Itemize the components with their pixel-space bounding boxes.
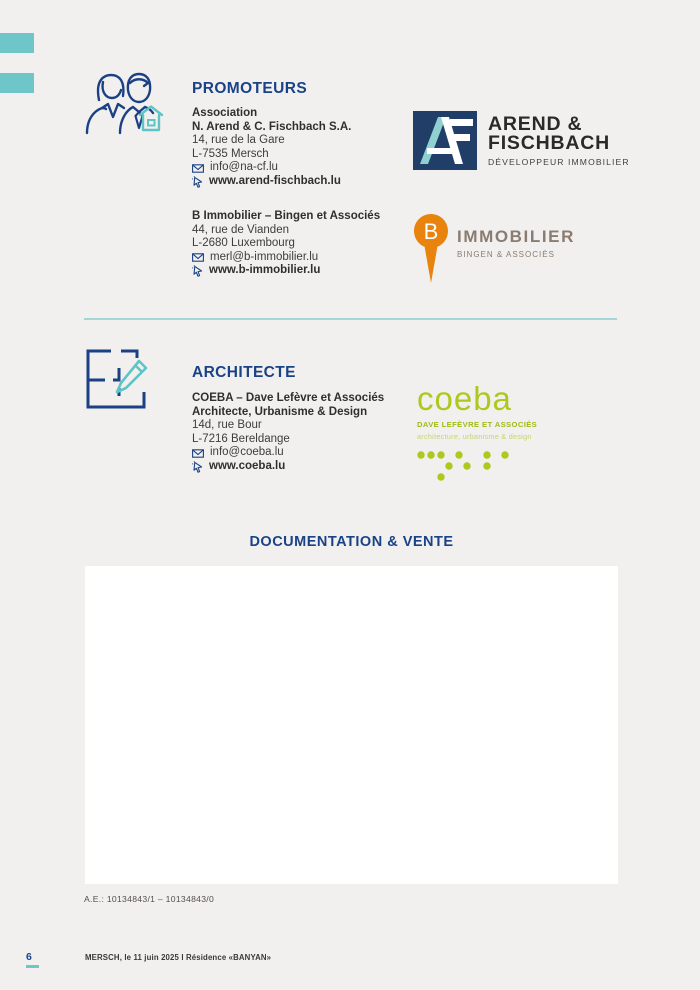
company-name-line: COEBA – Dave Lefèvre et Associés xyxy=(192,392,385,404)
promoters-heading: PROMOTEURS xyxy=(192,80,308,97)
company-name-line: Association xyxy=(192,107,258,119)
footer-text: MERSCH, le 11 juin 2025 I Résidence «BANYAN» xyxy=(85,953,272,962)
promoters-people-icon xyxy=(84,70,166,141)
b-immobilier-logo-text xyxy=(457,227,575,259)
company-city: L-2680 Luxembourg xyxy=(192,237,295,250)
company-city: L-7216 Bereldange xyxy=(192,432,290,445)
teal-accent-bar-top xyxy=(0,33,34,53)
floorplan-pencil-icon xyxy=(85,348,151,415)
logo-tagline: architecture, urbanisme & design xyxy=(417,432,532,441)
company-name-line: B Immobilier – Bingen et Associés xyxy=(192,210,381,222)
logo-tagline: BINGEN & ASSOCIÉS xyxy=(457,250,555,259)
arend-fischbach-logo-text xyxy=(488,115,630,167)
logo-tagline: DÉVELOPPEUR IMMOBILIER xyxy=(488,157,630,167)
logo-monogram: B xyxy=(423,219,439,244)
company-website[interactable]: www.arend-fischbach.lu xyxy=(209,174,341,187)
cursor-icon xyxy=(192,265,203,277)
section-divider xyxy=(84,318,617,320)
company-website[interactable]: www.b-immobilier.lu xyxy=(209,264,321,277)
teal-accent-bar-bottom xyxy=(0,73,34,93)
email-icon xyxy=(192,449,204,458)
company-email[interactable]: info@na-cf.lu xyxy=(210,161,278,174)
page-number-underline xyxy=(26,965,39,968)
email-icon xyxy=(192,164,204,173)
company-website[interactable]: www.coeba.lu xyxy=(209,459,286,472)
logo-wordmark-line: FISCHBACH xyxy=(488,131,611,154)
logo-wordmark: coeba xyxy=(417,380,512,417)
company-coeba-contact xyxy=(192,392,432,474)
coeba-dots-pattern xyxy=(417,449,513,483)
architect-heading: ARCHITECTE xyxy=(192,364,296,381)
company-name-line: Architecte, Urbanisme & Design xyxy=(192,405,368,418)
documentation-heading: DOCUMENTATION & VENTE xyxy=(249,534,454,550)
coeba-logo xyxy=(417,380,538,488)
company-arend-fischbach-contact xyxy=(192,107,432,189)
b-immobilier-logo-pin xyxy=(414,214,448,288)
logo-wordmark-line: IMMOBILIER xyxy=(457,227,575,246)
arend-fischbach-logo-mark xyxy=(413,111,477,175)
logo-subtitle: DAVE LEFÈVRE ET ASSOCIÉS xyxy=(417,420,538,429)
company-street: 14d, rue Bour xyxy=(192,419,262,432)
company-name-line: N. Arend & C. Fischbach S.A. xyxy=(192,120,352,133)
cursor-icon xyxy=(192,461,203,473)
email-icon xyxy=(192,253,204,262)
documentation-placeholder-box xyxy=(85,566,618,884)
company-email[interactable]: info@coeba.lu xyxy=(210,446,284,459)
company-street: 44, rue de Vianden xyxy=(192,223,289,236)
cursor-icon xyxy=(192,176,203,188)
company-b-immobilier-contact xyxy=(192,210,432,278)
company-city: L-7535 Mersch xyxy=(192,147,269,160)
logo-wordmark-line: AREND & xyxy=(488,113,583,135)
authorization-reference: A.E.: 10134843/1 – 10134843/0 xyxy=(84,894,215,904)
company-street: 14, rue de la Gare xyxy=(192,134,285,147)
page-number: 6 xyxy=(26,951,32,963)
company-email[interactable]: merl@b-immobilier.lu xyxy=(210,250,319,263)
